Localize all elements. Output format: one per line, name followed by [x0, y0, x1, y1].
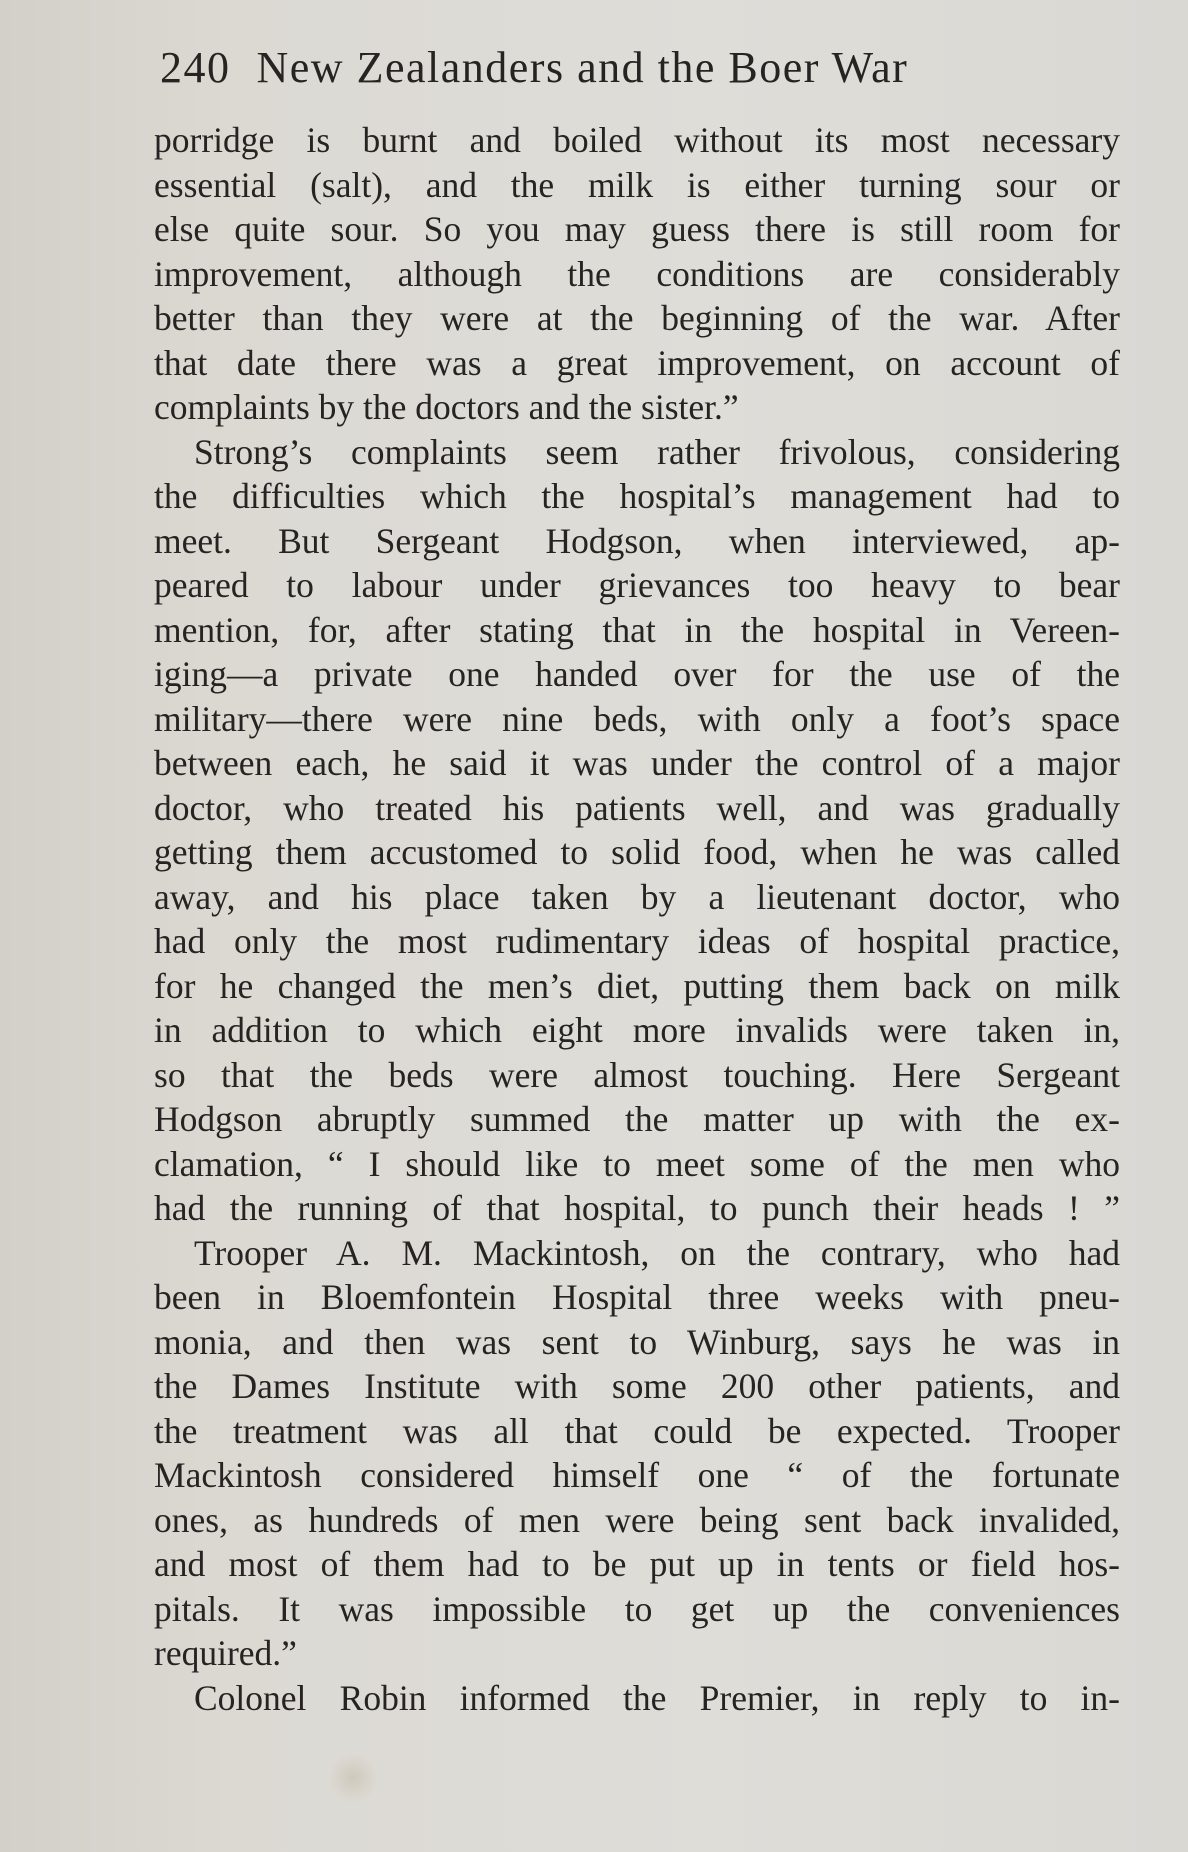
text-line: else quite sour. So you may guess there is still room for: [154, 209, 1120, 249]
text-line: pitals. It was impossible to get up the conveniences: [154, 1588, 1120, 1629]
text-line: required.”: [154, 1633, 297, 1673]
text-line: between each, he said it was under the control of a major: [154, 743, 1120, 783]
text-line: away, and his place taken by a lieutenant doctor, who: [154, 876, 1120, 917]
paragraph-start-line: Colonel Robin informed the Premier, in reply to in-: [194, 1677, 1120, 1718]
text-line: so that the beds were almost touching. Here Sergeant: [154, 1054, 1120, 1095]
text-line: peared to labour under grievances too heavy to bear: [154, 565, 1120, 605]
text-line: complaints by the doctors and the sister.”: [154, 387, 739, 427]
text-line: and most of them had to be put up in tents or field hos-: [154, 1544, 1120, 1584]
text-line: porridge is burnt and boiled without its most necessary: [154, 120, 1120, 160]
text-line: had the running of that hospital, to punch their heads ! ”: [154, 1188, 1120, 1228]
text-line: that date there was a great improvement, on account of: [154, 342, 1120, 383]
text-line: the treatment was all that could be expected. Trooper: [154, 1410, 1120, 1451]
text-line: doctor, who treated his patients well, and was gradually: [154, 787, 1120, 828]
text-line: mention, for, after stating that in the hospital in Vereen-: [154, 609, 1120, 650]
text-line: improvement, although the conditions are considerably: [154, 253, 1120, 294]
text-line: had only the most rudimentary ideas of hospital practice,: [154, 921, 1120, 961]
text-line: monia, and then was sent to Winburg, says he was in: [154, 1321, 1120, 1362]
paper-stain: [330, 1752, 376, 1804]
paragraph-start-line: Strong’s complaints seem rather frivolous, considering: [194, 431, 1120, 472]
text-line: ones, as hundreds of men were being sent back invalided,: [154, 1499, 1120, 1540]
text-line: meet. But Sergeant Hodgson, when interviewed, ap-: [154, 520, 1120, 561]
text-line: Hodgson abruptly summed the matter up with the ex-: [154, 1099, 1120, 1139]
text-line: better than they were at the beginning of the war. After: [154, 298, 1120, 338]
text-line: clamation, “ I should like to meet some of the men who: [154, 1143, 1120, 1184]
text-line: been in Bloemfontein Hospital three weeks with pneu-: [154, 1277, 1120, 1317]
running-head: [160, 38, 1065, 98]
paragraph-start-line: Trooper A. M. Mackintosh, on the contrary, who had: [194, 1232, 1120, 1273]
text-line: military—there were nine beds, with only a foot’s space: [154, 698, 1120, 739]
text-line: the difficulties which the hospital’s management had to: [154, 476, 1120, 516]
text-line: Mackintosh considered himself one “ of the fortunate: [154, 1455, 1120, 1495]
text-line: the Dames Institute with some 200 other patients, and: [154, 1366, 1120, 1406]
text-line: in addition to which eight more invalids were taken in,: [154, 1010, 1120, 1050]
running-title: New Zealanders and the Boer War: [256, 43, 909, 92]
text-line: getting them accustomed to solid food, when he was called: [154, 832, 1120, 872]
text-line: for he changed the men’s diet, putting them back on milk: [154, 965, 1120, 1006]
text-line: iging—a private one handed over for the use of the: [154, 654, 1120, 694]
text-line: essential (salt), and the milk is either turning sour or: [154, 164, 1120, 205]
body-text: [154, 118, 1120, 1720]
page-number: 240: [160, 43, 231, 92]
